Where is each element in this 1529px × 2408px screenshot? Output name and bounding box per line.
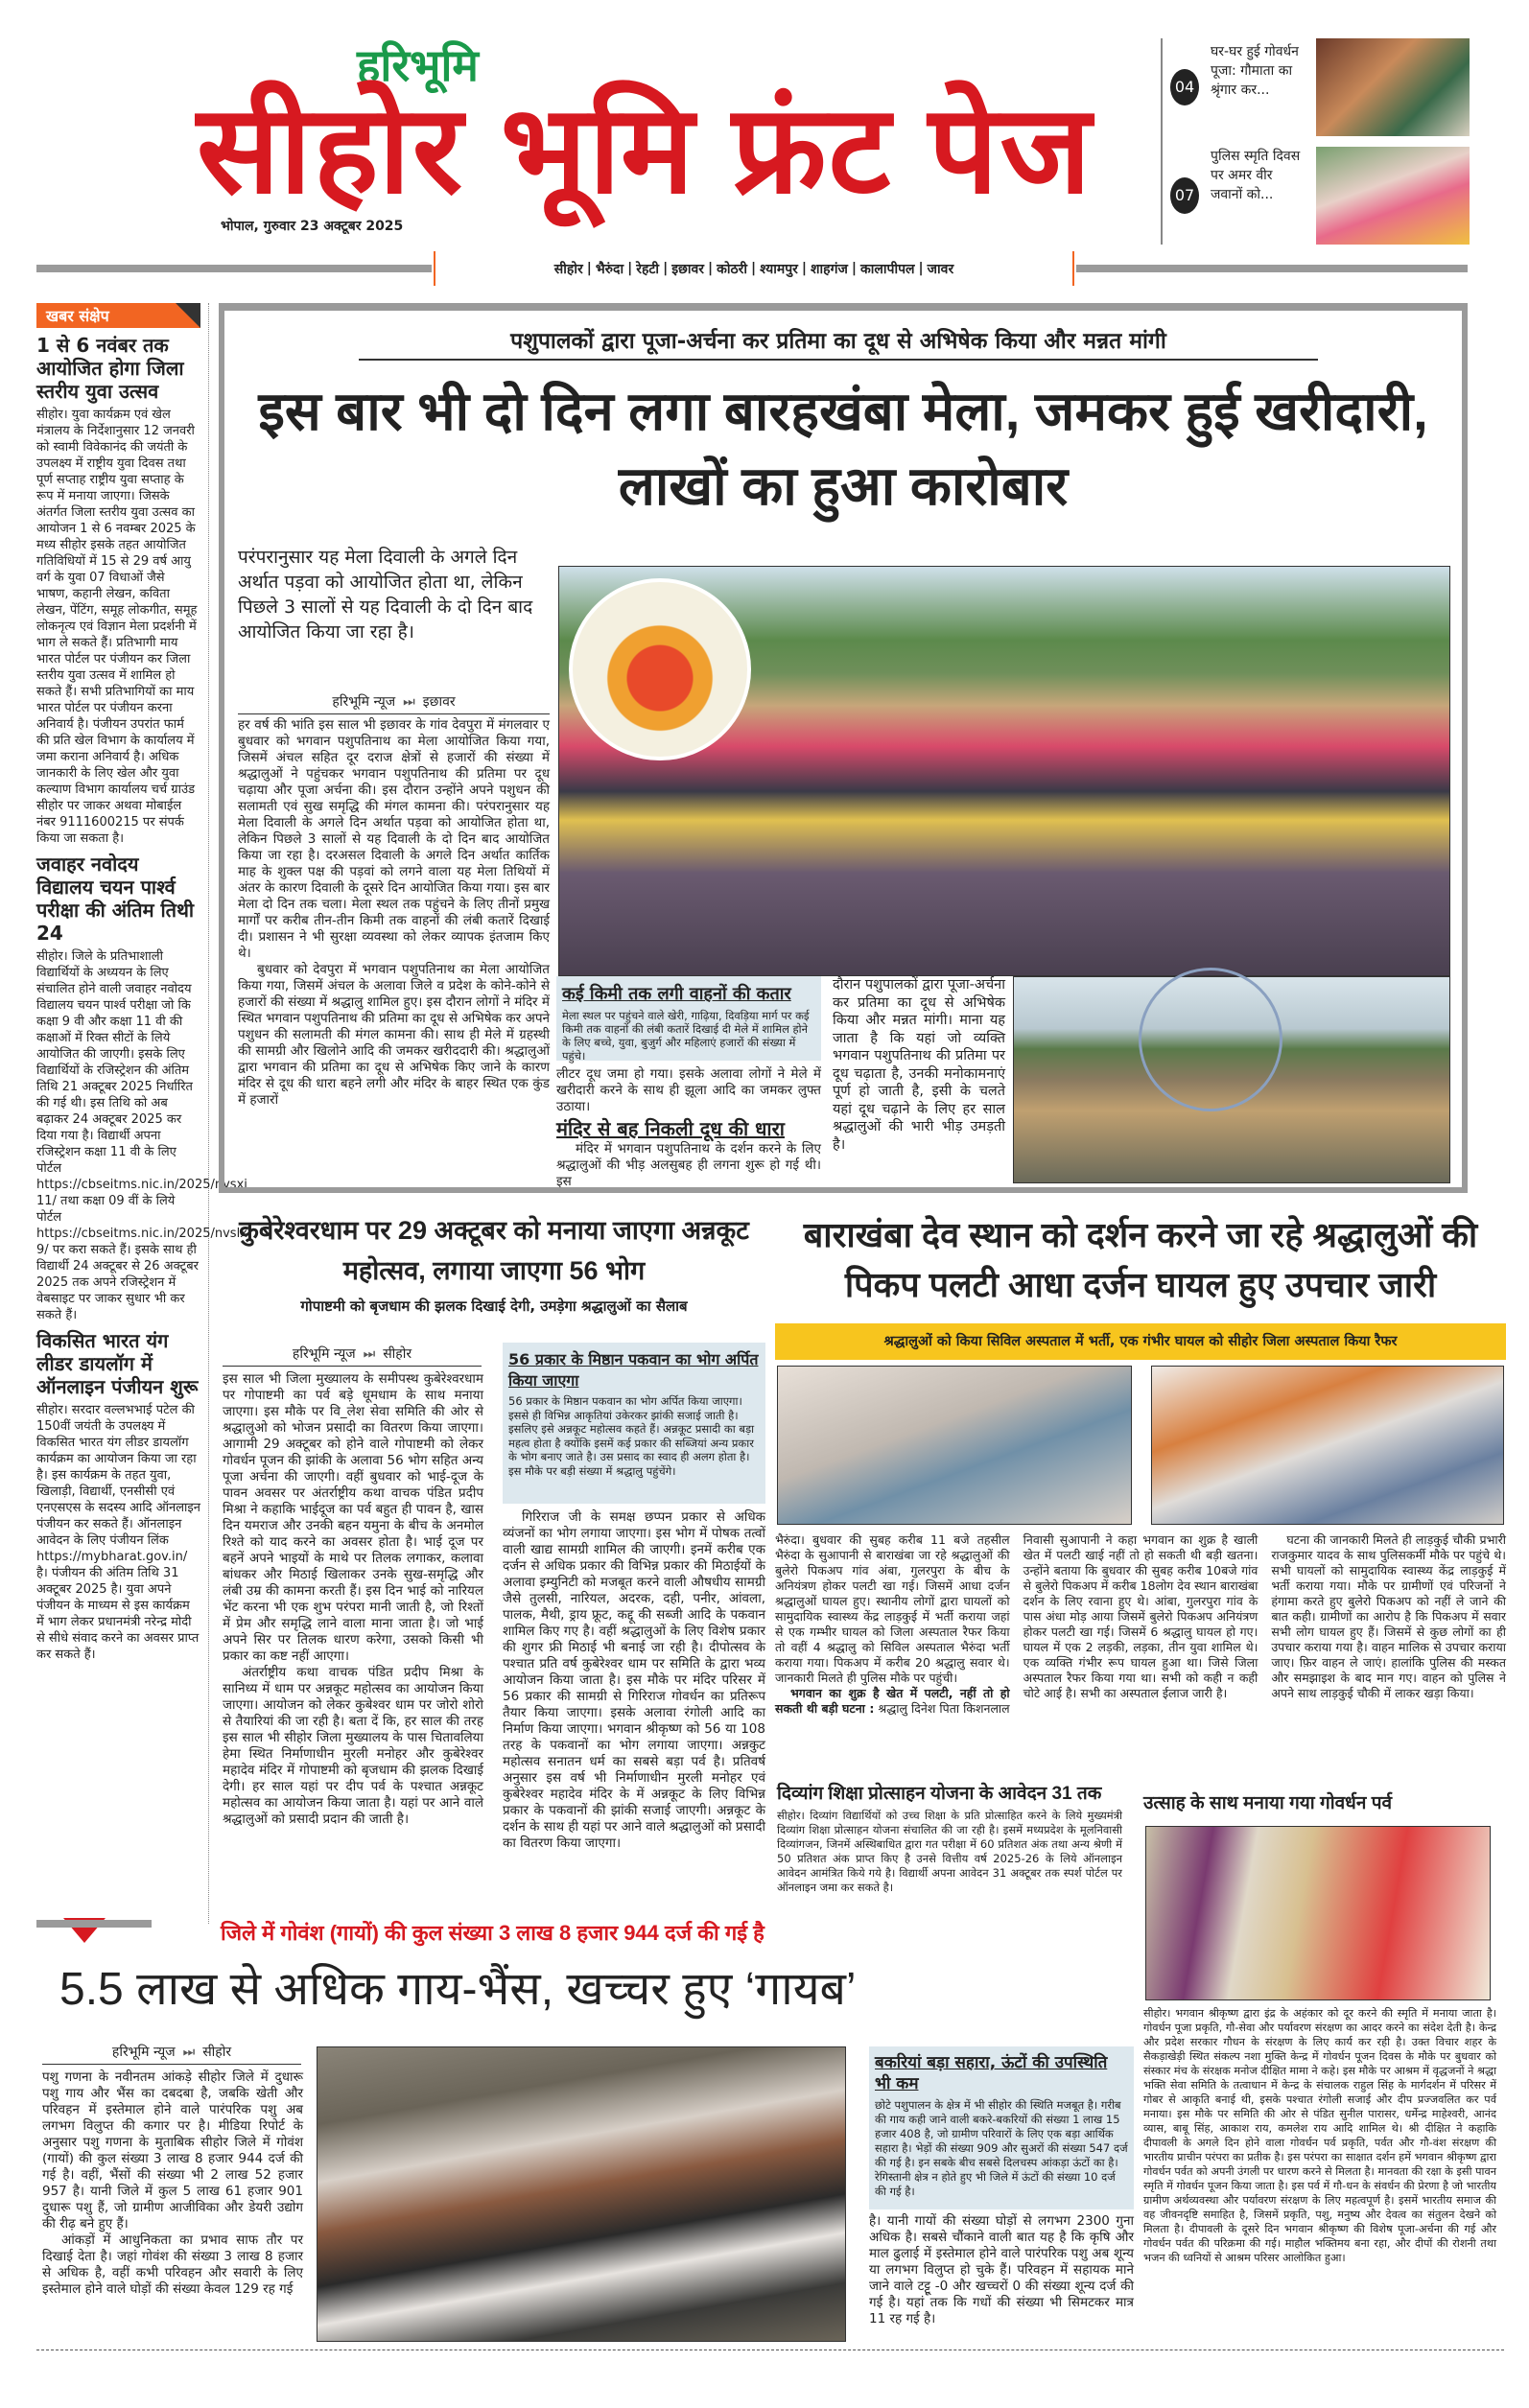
vehicle-queue-box: कई किमी तक लगी वाहनों की कतार मेला स्थल पर पहुंचने वाले खेरी, गाढ़िया, दिवड़िया मार्ग पर कई किमी तक वाहनों की लंबी कतारें दिखाई दी मेले में शामिल होने के लिए बच्चे, युवा, बुजुर्ग और महिलाएं हजारों की संख्या में पहुंचे।: [556, 976, 821, 1061]
page-number-badge: 04: [1170, 69, 1199, 105]
livestock-headline: 5.5 लाख से अधिक गाय-भैंस, खच्चर हुए ‘गायब’: [59, 1964, 857, 2015]
govardhan-headline: उत्साह के साथ मनाया गया गोवर्धन पर्व: [1143, 1793, 1393, 1813]
accident-strap: श्रद्धालुओं को किया सिविल अस्पताल में भर्ती, एक गंभीर घायल को सीहोर जिला अस्पताल किया रैफर: [775, 1323, 1506, 1360]
forward-icon: ⏭: [182, 2045, 196, 2060]
govardhan-puja-photo: [1145, 1826, 1491, 2000]
hospital-ward-photo: [1151, 1366, 1504, 1525]
brief-title: 1 से 6 नवंबर तक आयोजित होगा जिला स्तरीय युवा उत्सव: [36, 334, 184, 403]
nav-item-ichhawar[interactable]: इछावर: [671, 261, 705, 277]
teaser-panel: [1161, 38, 1468, 245]
teaser-text: घर-घर हुई गोवर्धन पूजा: गौमाता का श्रृंगार कर...: [1211, 44, 1299, 98]
lead-story: [219, 303, 1468, 1193]
brief-body: सीहोर। सरदार वल्लभभाई पटेल की 150वीं जयंती के उपलक्ष्य में विकसित भारत यंग लीडर डायलॉग कार्यक्रम का आयोजन किया जा रहा है। इस कार्यक्रम के तहत युवा, खिलाड़ी, विद्यार्थी, एनसीसी एवं एनएसएस के सदस्य आदि ऑनलाइन पंजीयन कर सकते हैं। ऑनलाइन आवेदन के लिए पंजीयन लिंक https://mybharat.gov.in/ है। पंजीयन की अंतिम तिथि 31 अक्टूबर 2025 है। युवा अपने पंजीयन के माध्यम से इस कार्यक्रम में भाग लेकर प्रधानमंत्री नरेन्द्र मोदी से सीधे संवाद करने का अवसर प्राप्त कर सकते हैं।: [36, 1403, 201, 1662]
logo: हरिभूमि: [357, 40, 479, 90]
livestock-body-col2: है। यानी गायों की संख्या घोड़ों से लगभग 2300 गुना अधिक है। सबसे चौंकाने वाली बात यह है कि कृषि और माल ढुलाई में इस्तेमाल होने वाले पारंपरिक पशु अब शून्य या लगभग विलुप्त हो चुके हैं। परिवहन में सहायक माने जाने वाले टट्टू -0 और खच्चरों 0 की संख्या शून्य दर्ज की गई है। यहां तक कि गधों की संख्या भी सिमटकर मात्र 11 रह गई है।: [869, 2213, 1134, 2326]
lead-standfirst: परंपरानुसार यह मेला दिवाली के अगले दिन अर्थात पड़वा को आयोजित होता था, लेकिन पिछले 3 सालों से यह दिवाली के दो दिन बाद आयोजित किया जा रहा है।: [238, 547, 533, 643]
kicker-rule: [36, 1920, 152, 1928]
accident-story: [775, 1210, 1506, 1776]
lead-headline: इस बार भी दो दिन लगा बारहखंबा मेला, जमकर हुई खरीदारी, लाखों का हुआ कारोबार: [258, 381, 1428, 516]
divyang-headline: दिव्यांग शिक्षा प्रोत्साहन योजना के आवेदन 31 तक: [777, 1784, 1102, 1804]
bhog-box: 56 प्रकार के मिष्ठान पकवान का भोग अर्पित किया जाएगा 56 प्रकार के मिष्ठान पकवान का भोग अर्पित किया जाएगा। इससे ही विभिन्न आकृतियां उकेरकर झांकी सजाई जाती है। इसलिए इसे अन्नकूट महोत्सव कहते हैं। अन्नकूट प्रसादी का बड़ा महत्व होता है क्योंकि इसमें कई प्रकार की सब्जियां अन्य प्रकार के भोग बनाए जाते है। उस प्रसाद का स्वाद ही अलग होता है। इस मौके पर बड़ी संख्या में श्रद्धालु पहुंचेंगे।: [503, 1343, 765, 1504]
teaser-1[interactable]: [1163, 38, 1470, 134]
govardhan-body: सीहोर। भगवान श्रीकृष्ण द्वारा इंद्र के अहंकार को दूर करने की स्मृति में मनाया जाता है। गोवर्धन पूजा प्रकृति, गौ-सेवा और पर्यावरण संरक्षण का आदर करने का संदेश देती है। केन्द्र और प्रदेश सरकार गौधन के संरक्षण के लिए कार्य कर रही है। उक्त विचार शहर के सैकड़ाखेड़ी स्थित संकल्प नशा मुक्ति केन्द्र में गोवर्धन पूजन दिवस के मौके पर बुधवार को संस्कार मंच के संरक्षक मनोज दीक्षित मामा ने कहे। इस मौके पर आश्रम में वृद्धजनों ने श्रद्धा भक्ति सेवा समिति के तत्वाधान में केन्द्र के संचालक राहुल सिंह के मार्गदर्शन में परिसर में गोबर से आकृति बनाई थी, इसके पश्चात रंगोली सजाई और दीप प्रज्जवलित कर पर्व मनाया। इस मौके पर समिति की ओर से पंडित सुनील पारासर, धर्मेन्द्र माहेश्वरी, आनंद व्यास, बाबू सिंह, आकाश राय, कमलेश राय आदि शामिल थे। श्री दीक्षित ने कहाकि दीपावली के अगले दिन होने वाला गोवर्धन पर्व प्रकृति, पर्वत और गौ-वंश संरक्षण की भारतीय प्राचीन परंपरा का प्रतीक है। इस परंपरा का साक्षात दर्शन हमें भगवान श्रीकृष्ण द्वारा गोवर्धन पर्वत को अपनी उंगली पर धारण करने से मिलता है। मानवता की रक्षा के इसी पावन स्मृति में गोवर्धन पूजन किया जाता है। इस पर्व में गौ-धन के संवर्धन की प्रेरणा है जो भारतीय ग्रामीण अर्थव्यवस्था और पर्यावरण संरक्षण के लिए महत्वपूर्ण है। इसमें भारतीय समाज की वह जीवनदृष्टि समाहित है, जिसमें प्रकृति, पशु, मनुष्य और देवत्व का संतुलन देखने को मिलता है। दीपावली के दूसरे दिन भगवान श्रीकृष्ण की विशेष पूजा-अर्चना की गई और गोवर्धन पर्वत की परिक्रमा की गई। माहौल भक्तिमय बना रहा, और दीपों की रोशनी तथा भजन की ध्वनियों से आश्रम परिसर आलोकित हुआ।: [1143, 2007, 1496, 2264]
accident-body: भैरुंदा। बुधवार की सुबह करीब 11 बजे तहसील भैरुंदा के सुआपानी से बाराखंबा जा रहे श्रद्धालुओं की बुलेरो पिकअप गांव अंबा, गुलरपुरा के बीच के अनियंत्रण होकर पलटी खा गई। जिसमें आधा दर्जन श्रद्धालुओं घायल हुए। स्थानीय लोगों द्वारा घायलों को सामुदायिक स्वास्थ्य केंद्र लाड़कुई में भर्ती कराया जहां से एक गम्भीर घायल को जिला अस्पताल रैफर किया तो वहीं 4 श्रद्धालु को सिविल अस्पताल भैरुंदा भर्ती कराया गया। पिकअप में करीब 20 श्रद्धालु सवार थे। जानकारी मिलते ही पुलिस मौके पर पहुंची। भगवान का शुक्र है खेत में पलटी, नहीं तो हो सकती थी बड़ी घटना : श्रद्धालु दिनेश पिता किशनलाल निवासी सुआपानी ने कहा भगवान का शुक्र है खाली खेत में पलटी खाई नहीं तो हो सकती थी बड़ी खतना। उन्होंने बताया कि बुधवार की सुबह करीब 10बजे गांव से बुलेरो पिकअप में करीब 18लोग देव स्थान बाराखंबा दर्शन के लिए रवाना हुए थे। आंबा, गुलरपुरा गांव के पास अंधा मोड़ आया जिसमें बुलेरो पिकअप अनियंत्रण होकर पलटी खा गई। जिसमें 6 श्रद्धालु घायल हो गए। घायल में एक 2 लड़की, लड़का, तीन युवा शामिल थे। एक व्यक्ति गंभीर रूप घायल हुआ था। जिसे जिला अस्पताल रैफर किया गया था। सभी को कही न कही चोटे आई है। सभी का अस्पताल ईलाज जारी है। घटना की जानकारी मिलते ही लाड़कुई चौकी प्रभारी राजकुमार यादव के साथ पुलिसकर्मी मौके पर पहुंचे थे। सभी घायलों को सामुदायिक स्वास्थ्य केंद्र लाड़कुई में भर्ती कराया गया। मौके पर ग्रामीणों एवं परिजनों ने हंगामा करते हुए बुलेरो पिकअप को नहीं ले जाने की बात कही। ग्रामीणों का आरोप है कि पिकअप में सवार सभी लोग घायल हुए हैं। जिसमें से कुछ लोगों का ही उपचार कराया गया है। वाहन मालिक से उपचार कराया जाए। फ़िर वाहन ले जाएं। हालांकि पुलिस की मस्कत और समझाइश के बाद मान गए। वाहन को पुलिस ने अपने साथ लाड़कुई चौकी में लाकर खड़ा किया।: [775, 1532, 1506, 1716]
goats-camels-box: बकरियां बड़ा सहारा, ऊंटों की उपस्थिति भी कम छोटे पशुपालन के क्षेत्र में भी सीहोर की स्थिति मजबूत है। गरीब की गाय कही जाने वाली बकरे-बकरियों की संख्या 1 लाख 15 हजार 408 है, जो ग्रामीण परिवारों के लिए एक बड़ा आर्थिक सहारा है। भेड़ों की संख्या 909 और सुअरों की संख्या 547 दर्ज की गई है। इन सबके बीच सबसे दिलचस्प आंकड़ा ऊंटों का है। रेगिस्तानी क्षेत्र न होते हुए भी जिले में ऊंटों की संख्या 10 दर्ज की गई है।: [869, 2046, 1134, 2209]
livestock-kicker: जिले में गोवंश (गायों) की कुल संख्या 3 लाख 8 हजार 944 दर्ज की गई है: [221, 1921, 764, 1945]
forward-icon: ⏭: [403, 694, 415, 710]
page-number-badge: 07: [1170, 177, 1199, 214]
byline: हरिभूमि न्यूज ⏭ सीहोर: [223, 1344, 482, 1367]
nav-item-shyampur[interactable]: श्यामपुर: [760, 261, 798, 277]
nav-rule-left: [36, 265, 432, 272]
nav-item-rehti[interactable]: रेहटी: [636, 261, 660, 277]
ferris-wheel: [1139, 968, 1282, 1111]
annakut-subhead: गोपाष्टमी को बृजधाम की झलक दिखाई देगी, उमड़ेगा श्रद्धालुओं का सैलाब: [300, 1298, 688, 1315]
livestock-body-col1: पशु गणना के नवीनतम आंकड़े सीहोर जिले में दुधारू पशु गाय और भैंस का दबदबा है, जबकि खेती और परिवहन में इस्तेमाल होने वाले पारंपरिक पशु अब लगभग विलुप्त की कगार पर है। मीडिया रिपोर्ट के अनुसार पशु गणना के मुताबिक सीहोर जिले में गोवंश (गायों) की कुल संख्या 3 लाख 8 हजार 944 दर्ज की गई है। वहीं, भैंसों की संख्या भी 2 लाख 52 हजार 957 है। यानी जिले में कुल 5 लाख 61 हजार 901 दुधारू पशु हैं, जो ग्रामीण आजीविका और डेयरी उद्योग की रीढ़ बने हुए हैं। आंकड़ों में आधुनिकता का प्रभाव साफ तौर पर दिखाई देता है। जहां गोवंश की संख्या 3 लाख 8 हजार से अधिक है, वहीं कभी परिवहन और सवारी के लिए इस्तेमाल होने वाले घोड़ों की संख्या केवल 129 रह गई: [42, 2069, 303, 2297]
nav-item-jawar[interactable]: जावर: [927, 261, 954, 277]
temple-idol-inset: [569, 578, 751, 760]
lead-kicker: पशुपालकों द्वारा पूजा-अर्चना कर प्रतिमा का दूध से अभिषेक किया और मन्नत मांगी: [359, 324, 1318, 361]
lead-body-continued: लीटर दूध जमा हो गया। इसके अलावा लोगों ने मेले में खरीदारी करने के साथ ही झूला आदि का जमकर लुफ्त उठाया। मंदिर से बह निकली दूध की धारा मंदिर में भगवान पशुपतिनाथ के दर्शन करने के लिए श्रद्धालुओं की भीड़ अलसुबह ही लगना शुरू हो गई थी। इस: [556, 1066, 821, 1189]
annakut-story: [223, 1210, 765, 1920]
teaser-text: पुलिस स्मृति दिवस पर अमर वीर जवानों को...: [1211, 149, 1301, 202]
injured-patient-photo: [777, 1366, 1132, 1525]
corner-triangle: [176, 303, 200, 328]
ferris-wheel-photo: [1013, 976, 1450, 1183]
brief-title: विकसित भारत यंग लीडर डायलॉग में ऑनलाइन पंजीयन शुरू: [36, 1329, 199, 1398]
divyang-body: सीहोर। दिव्यांग विद्यार्थियों को उच्च शिक्षा के प्रति प्रोत्साहित करने के लिये मुख्यमंत्री दिव्यांग शिक्षा प्रोत्साहन योजना संचालित की जा रही है। इसमें मध्यप्रदेश के मूलनिवासी दिव्यांगजन, जिनमें अस्थिबाधित द्वारा गत परीक्षा में 60 प्रतिशत अंक तथा अन्य श्रेणी में 50 प्रतिशत अंक प्राप्त किए है उनसे वित्तीय वर्ष 2025-26 के लिये ऑनलाइन आवेदन आमंत्रित किये गये है। विद्यार्थी अपना आवेदन 31 अक्टूबर तक स्पर्श पोर्टल पर ऑनलाइन जमा कर सकते है।: [777, 1809, 1122, 1894]
nav-rule-right: [1076, 265, 1468, 272]
annakut-body-col1: इस साल भी जिला मुख्यालय के समीपस्थ कुबेरेश्वरधाम पर गोपाष्टमी का पर्व बड़े धूमधाम के साथ मनाया जाएगा। इस मौके पर वि_लेश सेवा समिति की ओर से श्रद्धालुओ को भोजन प्रसादी का वितरण किया जाएगा। आगामी 29 अक्टूबर को होने वाले गोपाष्टमी को लेकर गोवर्धन पूजन की झांकी के अलावा 56 भोग सहित अन्य पूजा अर्चना की जाएगी। वहीं बुधवार को भाई-दूज के पावन अवसर पर अंतर्राष्ट्रीय कथा वाचक पंडित प्रदीप मिश्रा ने कहाकि भाईदूज का पर्व बहुत ही पावन है, खास दिन यमराज और उनकी बहन यमुना के बीच के अनमोल रिश्ते को याद करने का अवसर होता है। भाई दूज पर बहनें अपने भाइयों के माथे पर तिलक लगाकर, कलावा बांधकर और मिठाई खिलाकर उनके सुख-समृद्धि और लंबी उम्र की कामना करती हैं। इस दिन भाई को नारियल भेंट करना भी एक शुभ परंपरा मानी जाती है, जो रिश्तों में प्रेम और समृद्धि लाने वाला माना जाता है। जो भाई अपने सिर पर तिलक धारण करेगा, उसको किसी भी प्रकार का कष्ट नहीं आएगा। अंतर्राष्ट्रीय कथा वाचक पंडित प्रदीप मिश्रा के सानिध्य में धाम पर अन्नकूट महोत्सव का आयोजन किया जाएगा। आयोजन को लेकर कुबेश्वर धाम पर जोरो शोरो से तैयारियां की जा रही है। बता दें कि, हर साल की तरह इस साल भी सीहोर जिला मुख्यालय के पास चितावलिया हेमा स्थित निर्माणाधीन मुरली मनोहर और कुबेरेश्वर महादेव मंदिर में गोपाष्टमी को बृजधाम की झलक दिखाई देगी। हर साल यहां पर दीप पर्व के पश्चात अन्नकूट महोत्सव का आयोजन किया जाता है। यहां पर आने वाले श्रद्धालुओं को प्रसादी प्रदान की जाती है।: [223, 1371, 483, 1827]
dateline: भोपाल, गुरुवार 23 अक्टूबर 2025: [221, 219, 404, 234]
fair-photo-main: [558, 566, 1450, 976]
byline: हरिभूमि न्यूज ⏭ सीहोर: [42, 2043, 301, 2065]
byline: हरिभूमि न्यूज ⏭ इछावर: [238, 692, 550, 714]
annakut-headline: कुबेरेश्वरधाम पर 29 अक्टूबर को मनाया जाएगा अन्नकूट महोत्सव, लगाया जाएगा 56 भोग: [239, 1216, 749, 1285]
nav-item-kothri[interactable]: कोठरी: [717, 261, 748, 277]
nav-item-kalapipal[interactable]: कालापीपल: [860, 261, 915, 277]
briefs-label: खबर संक्षेप: [36, 303, 200, 328]
lead-body: हर वर्ष की भांति इस साल भी इछावर के गांव देवपुरा में मंगलवार ए बुधवार को भगवान पशुपतिनाथ का मेला आयोजित किया गया, जिसमें अंचल सहित दूर दराज क्षेत्रों से हजारों की संख्या में श्रद्धालुओं ने पहुंचकर भगवान पशुपतिनाथ की प्रतिमा पर दूध चढ़ाया और पूजा अर्चना की। इस दौरान उन्होंने अपने पशुधन की सलामती एवं सुख समृद्धि की मंगल कामना की। परंपरानुसार यह मेला दिवाली के अगले दिन अर्थात पड़वा को आयोजित होता था, लेकिन पिछले 3 सालों से यह दिवाली के दो दिन बाद आयोजित किया जा रहा है। दरअसल दिवाली के अगले दिन अर्थात कार्तिक माह के शुक्ल पक्ष की पड़वां को लगने वाला यह मेला तिथियों में अंतर के कारण दिवाली के दूसरे दिन आयोजित किया गया। इस बार मेला दो दिन तक चला। मेला स्थल तक पहुंचने के लिए तीनों प्रमुख मार्गों पर करीब तीन-तीन किमी तक वाहनों की लंबी कतारें दिखाई दी। प्रशासन ने भी सुरक्षा व्यवस्था को लेकर व्यापक इंतजाम किए थे। बुधवार को देवपुरा में भगवान पशुपतिनाथ का मेला आयोजित किया गया, जिसमें अंचल के अलावा जिले व प्रदेश के कोने-कोने से हजारों की संख्या में श्रद्धालु शामिल हुए। इस दौरान लोगों ने मंदिर में स्थित भगवान पशुपतिनाथ की प्रतिमा का दूध से अभिषेक कर अपने पशुधन की सलामती की मंगल कामना की। साथ ही मेले में ग्रहस्थी की सामग्री और खिलोने आदि की जमकर खरीददारी की। श्रद्धालुओं द्वारा भगवान की प्रतिमा का दूध से अभिषेक किए जाने के कारण मंदिर से दूध की धारा बहने लगी और मंदिर के बाहर स्थित एक कुंड में हजारों: [238, 717, 550, 1108]
forward-icon: ⏭: [363, 1346, 376, 1362]
teaser-2[interactable]: [1163, 147, 1470, 245]
brief-title: जवाहर नवोदय विद्यालय चयन पार्श्व परीक्षा की अंतिम तिथी 24: [36, 853, 195, 945]
accident-headline: बाराखंबा देव स्थान को दर्शन करने जा रहे श्रद्धालुओं की पिकप पलटी आधा दर्जन घायल हुए उपचार जारी: [803, 1215, 1478, 1304]
nav-item-sehore[interactable]: सीहोर: [553, 261, 583, 277]
teaser-photo: [1316, 38, 1470, 136]
news-briefs: [36, 303, 247, 1924]
brief-body: सीहोर। जिले के प्रतिभाशाली विद्यार्थियों के अध्ययन के लिए संचालित होने वाली जवाहर नवोदय विद्यालय चयन पार्श्व परीक्षा जो कि कक्षा 9 वी और कक्षा 11 वी की कक्षाओं में रिक्त सीटों के लिये आयोजित की जाएगी। इसके लिए विद्यार्थियों के रजिस्ट्रेशन की अंतिम तिथि 21 अक्टूबर 2025 निर्धारित की गई थी। इस तिथि को अब बढ़ाकर 24 अक्टूबर 2025 कर दिया गया है। विद्यार्थी अपना रजिस्ट्रेशन कक्षा 11 वी के लिए पोर्टल https://cbseitms.nic.in/2025/nvsxi 11/ तथा कक्षा 09 वीं के लिये पोर्टल https://cbseitms.nic.in/2025/nvslx 9/ पर करा सकते हैं। इसके साथ ही विद्यार्थी 24 अक्टूबर से 26 अक्टूबर 2025 तक अपने रजिस्ट्रेशन में वेबसाइट पर जाकर सुधार भी कर सकते हैं।: [36, 949, 247, 1322]
lead-side-column: दौरान पशुपालकों द्वारा पूजा-अर्चना कर प्रतिमा का दूध से अभिषेक किया और मन्नत मांगी। माना यह जाता है कि यहां जो व्यक्ति भगवान पशुपतिनाथ की प्रतिमा पर दूध चढ़ाता है, उनकी मनोकामनाएं पूर्ण हो जाती है, इसी के चलते यहां दूध चढ़ाने के लिए हर साल श्रद्धालुओं की भारी भीड़ उमड़ती है।: [833, 977, 1005, 1153]
brief-body: सीहोर। युवा कार्यक्रम एवं खेल मंत्रालय के निर्देशानुसार 12 जनवरी को स्वामी विवेकानंद की जयंती के उपलक्ष्य में राष्ट्रीय युवा दिवस तथा पूर्ण सप्ताह राष्ट्रीय युवा सप्ताह के रूप में मनाया जाएगा। जिसके अंतर्गत जिला स्तरीय युवा उत्सव का आयोजन 1 से 6 नवम्बर 2025 के मध्य सीहोर इसके तहत आयोजित गतिविधियों में 15 से 29 वर्ष आयु वर्ग के युवा 07 विधाओं जैसे भाषण, कहानी लेखन, कविता लेखन, पेंटिंग, समूह लोकगीत, समूह लोकनृत्य एवं विज्ञान मेला प्रदर्शनी में भाग ले सकते हैं। प्रतिभागी माय भारत पोर्टल पर पंजीयन कर जिला स्तरीय युवा उत्सव में शामिल हो सकते हैं। सभी प्रतिभागियों का माय भारत पोर्टल पर पंजीयन करना अनिवार्य है। पंजीयन उपरांत फार्म की प्रति खेल विभाग के कार्यालय में जमा कराना अनिवार्य है। अधिक जानकारी के लिए खेल और युवा कल्याण विभाग कार्यालय चर्च ग्राउंड सीहोर पर जाकर अथवा मोबाईल नंबर 9111600215 पर संपर्क किया जा सकता है।: [36, 408, 198, 846]
govardhan-story: [1143, 1789, 1500, 2355]
teaser-photo: [1316, 147, 1470, 245]
nav-item-bherunda[interactable]: भैरुंदा: [595, 261, 624, 277]
page-title: सीहोर भूमि फ्रंट पेज: [197, 82, 1094, 219]
nav-item-shahganj[interactable]: शाहगंज: [811, 261, 848, 277]
annakut-body-col2: गिरिराज जी के समक्ष छप्पन प्रकार से अधिक व्यंजनों का भोग लगाया जाएगा। इस भोग में पोषक तत्वों वाली खाद्य सामग्री शामिल की जाएगी। इनमें करीब एक दर्जन से अधिक प्रकार की विभिन्न प्रकार की मिठाईयों के अलावा इम्युनिटी को मजबूत करने वाली औषधीय सामग्री जैसे तुलसी, नारियल, अदरक, दही, पनीर, आंवला, पालक, मैथी, ड्राय फ्रूट, कद्दू की सब्जी आदि के पकवान शामिल किए गए है। वहीं श्रद्धालुओं के लिए विशेष प्रकार की शुगर फ्री मिठाई भी बनाई जा रही है। दीपोत्सव के पश्चात प्रति वर्ष कुबेरेश्वर धाम पर समिति के द्वारा भव्य आयोजन किया जाता है। इस मौके पर मंदिर परिसर में 56 प्रकार की सामग्री से गिरिराज गोवर्धन का प्रतिरूप तैयार किया जाएगा। इसके अलावा रंगोली आदि का निर्माण किया जाएगा। भगवान श्रीकृष्ण को 56 या 108 तरह के पकवानों का भोग लगाया जाएगा। अन्नकुट महोत्सव सनातन धर्म का सबसे बड़ा पर्व है। प्रतिवर्ष अनुसार इस वर्ष भी निर्माणाधीन मुरली मनोहर एवं कुबेरेश्वर महादेव मंदिर के में अन्नकूट के लिए विभिन्न प्रकार के पकवानों की झांकी सजाई जाएगी। अन्नकूट के दर्शन के साथ ही यहां पर आने वाले श्रद्धालुओं को प्रसादी का वितरण किया जाएगा।: [503, 1509, 765, 1851]
edition-nav: सीहोर | भैरुंदा | रेहटी | इछावर | कोठरी | श्यामपुर | शाहगंज | कालापीपल | जावर: [434, 251, 1074, 286]
cattle-photo: [317, 2046, 846, 2342]
divyang-story: [777, 1780, 1122, 1914]
